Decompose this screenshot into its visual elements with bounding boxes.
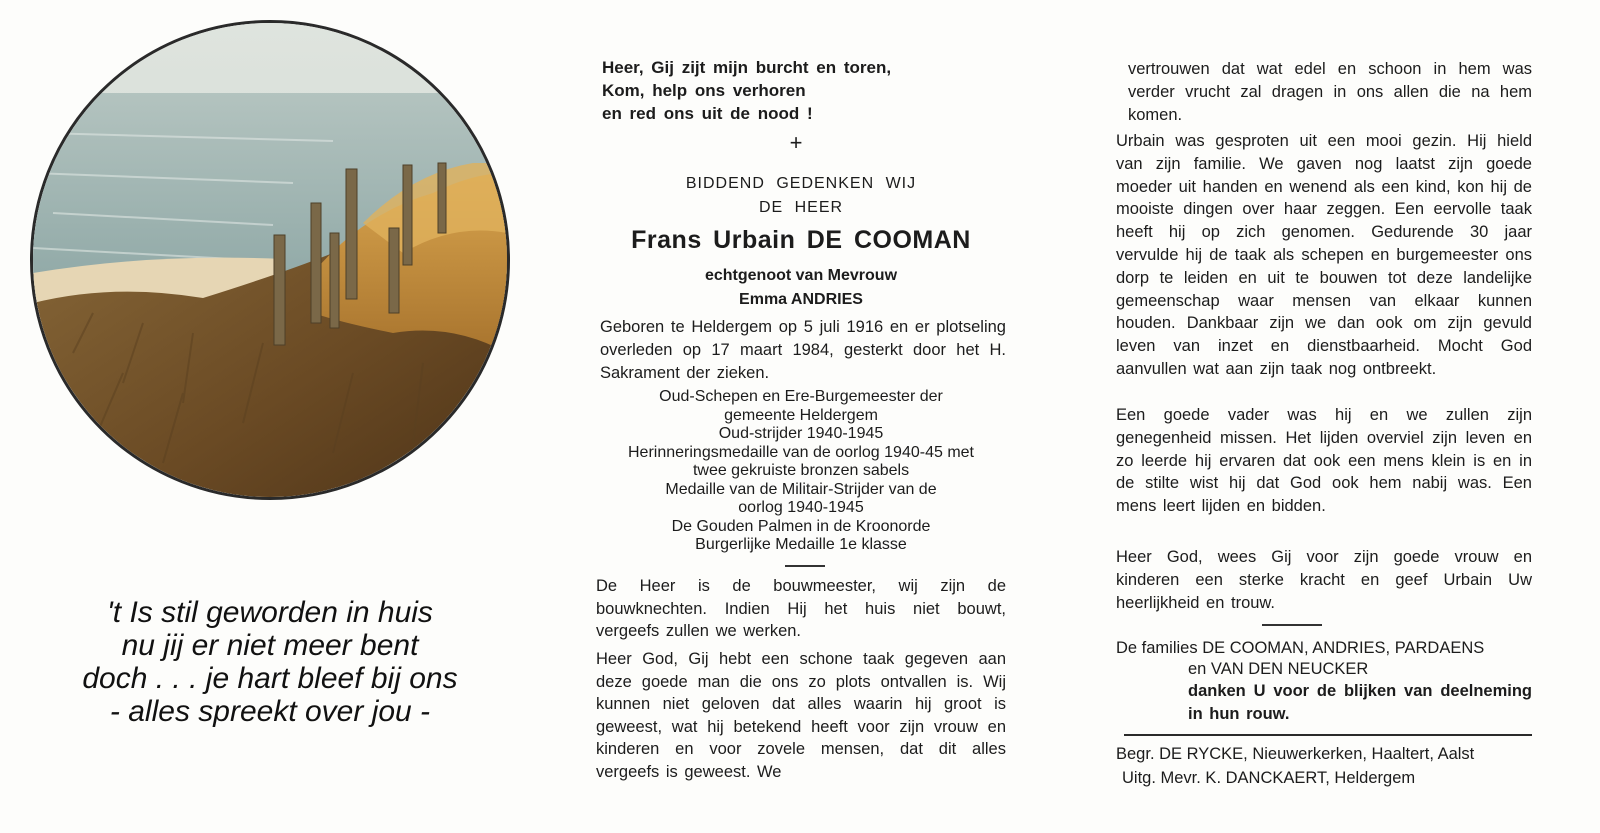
prayer (602, 56, 1032, 125)
poem-line: doch . . . je hart bleef bij ons (82, 662, 458, 695)
divider (1262, 624, 1322, 626)
honour-line: Oud-Schepen en Ere-Burgemeester der (659, 388, 943, 405)
text-paragraph: Heer God, Gij hebt een schone taak gegeven aan deze goede man die ons zo plots ontvallen is. Wij kunnen niet geloven dat alles waarin hij groot is geweest, wat hij betekend heeft voor zijn vrouw en kinderen en voor zovele mensen, dat dit alles vergeefs is geweest. We (596, 650, 1006, 781)
families-names: De families DE COOMAN, ANDRIES, PARDAENS (1116, 639, 1485, 657)
spouse-block (596, 264, 1006, 312)
poem-line: nu jij er niet meer bent (121, 629, 419, 662)
divider (1124, 734, 1532, 736)
memorial-line-1: BIDDEND GEDENKEN WIJ (685, 175, 917, 192)
publisher-line: Uitg. Mevr. K. DANCKAERT, Heldergem (1122, 769, 1416, 787)
cross-icon: + (789, 130, 803, 155)
honours-list (596, 388, 1006, 555)
printer-credits (1116, 742, 1532, 790)
prayer-line: en red ons uit de nood ! (602, 104, 813, 123)
birth-death-text: Geboren te Heldergem op 5 juli 1916 en er plotseling overleden op 17 maart 1984, gesterkt door het H. Sakrament der zieken. (600, 318, 1006, 382)
honour-line: Burgerlijke Medaille 1e klasse (695, 536, 907, 553)
honour-line: twee gekruiste bronzen sabels (692, 462, 910, 479)
left-panel (0, 0, 540, 833)
memorial-heading (596, 172, 1006, 220)
poem-line: - alles spreekt over jou - (109, 695, 431, 728)
memorial-line-2: DE HEER (758, 199, 844, 216)
dune-photo (30, 20, 510, 500)
divider (785, 565, 825, 567)
printer-line: Begr. DE RYCKE, Nieuwerkerken, Haaltert, Aalst (1116, 745, 1475, 763)
thanks-text: danken U voor de blijken van deelneming in hun rouw. (1188, 682, 1532, 723)
text-paragraph: Heer God, wees Gij voor zijn goede vrouw en kinderen een sterke kracht en geef Urbain Uw heerlijkheid en trouw. (1116, 548, 1532, 612)
text-paragraph: Een goede vader was hij en we zullen zijn genegenheid missen. Het lijden overviel zijn leven en zo leerde hij ervaren dat ook een mens klein is en in de stilte wist hij dat God ook hem nabij was. Een mens leert lijden en bidden. (1116, 406, 1532, 516)
text-paragraph: Urbain was gesproten uit een mooi gezin. Hij hield van zijn familie. We gaven nog laatst zijn goede moeder uit handen en wenend als een kind, kon hij de mooiste dingen over haar zeggen. Een eervolle taak heeft hij op zich genomen. Gedurende 30 jaar vervulde hij de taak als schepen en burgemeester ons dorp te leiden en uit te bouwen tot deze landelijke gemeenschap waar mensen van elkaar kunnen houden. Dankbaar zijn we dan ook om zijn gevuld leven van inzet en dienstbaarheid. Mocht God aanvullen wat aan zijn taak nog ontbreekt. (1116, 132, 1532, 378)
spouse-name: Emma ANDRIES (739, 291, 863, 308)
text-paragraph: De Heer is de bouwmeester, wij zijn de bouwknechten. Indien Hij het huis niet bouwt, vergeefs zullen we werken. (596, 577, 1006, 640)
deceased-name: Frans Urbain DE COOMAN (631, 226, 971, 254)
text-paragraph: vertrouwen dat wat edel en schoon in hem was verder vrucht zal dragen in ons allen die na hem komen. (1128, 60, 1532, 124)
poem-line: 't Is stil geworden in huis (107, 596, 433, 629)
families-block (1116, 638, 1532, 680)
honour-line: Herinneringsmedaille van de oorlog 1940-45 met (628, 443, 974, 461)
spouse-line-1: echtgenoot van Mevrouw (704, 267, 898, 284)
prayer-line: Kom, help ons verhoren (602, 81, 806, 100)
middle-panel (596, 0, 1036, 833)
dune-photo-image (33, 23, 507, 497)
right-panel (1116, 0, 1576, 833)
families-names-continued: en VAN DEN NEUCKER (1188, 660, 1369, 678)
prayer-line: Heer, Gij zijt mijn burcht en toren, (602, 58, 892, 77)
honour-line: oorlog 1940-1945 (738, 499, 864, 516)
honour-line: De Gouden Palmen in de Kroonorde (671, 517, 931, 535)
honour-line: Oud-strijder 1940-1945 (718, 425, 884, 442)
honour-line: Medaille van de Militair-Strijder van de (665, 480, 937, 498)
poem (60, 596, 480, 728)
honour-line: gemeente Heldergem (724, 406, 878, 424)
